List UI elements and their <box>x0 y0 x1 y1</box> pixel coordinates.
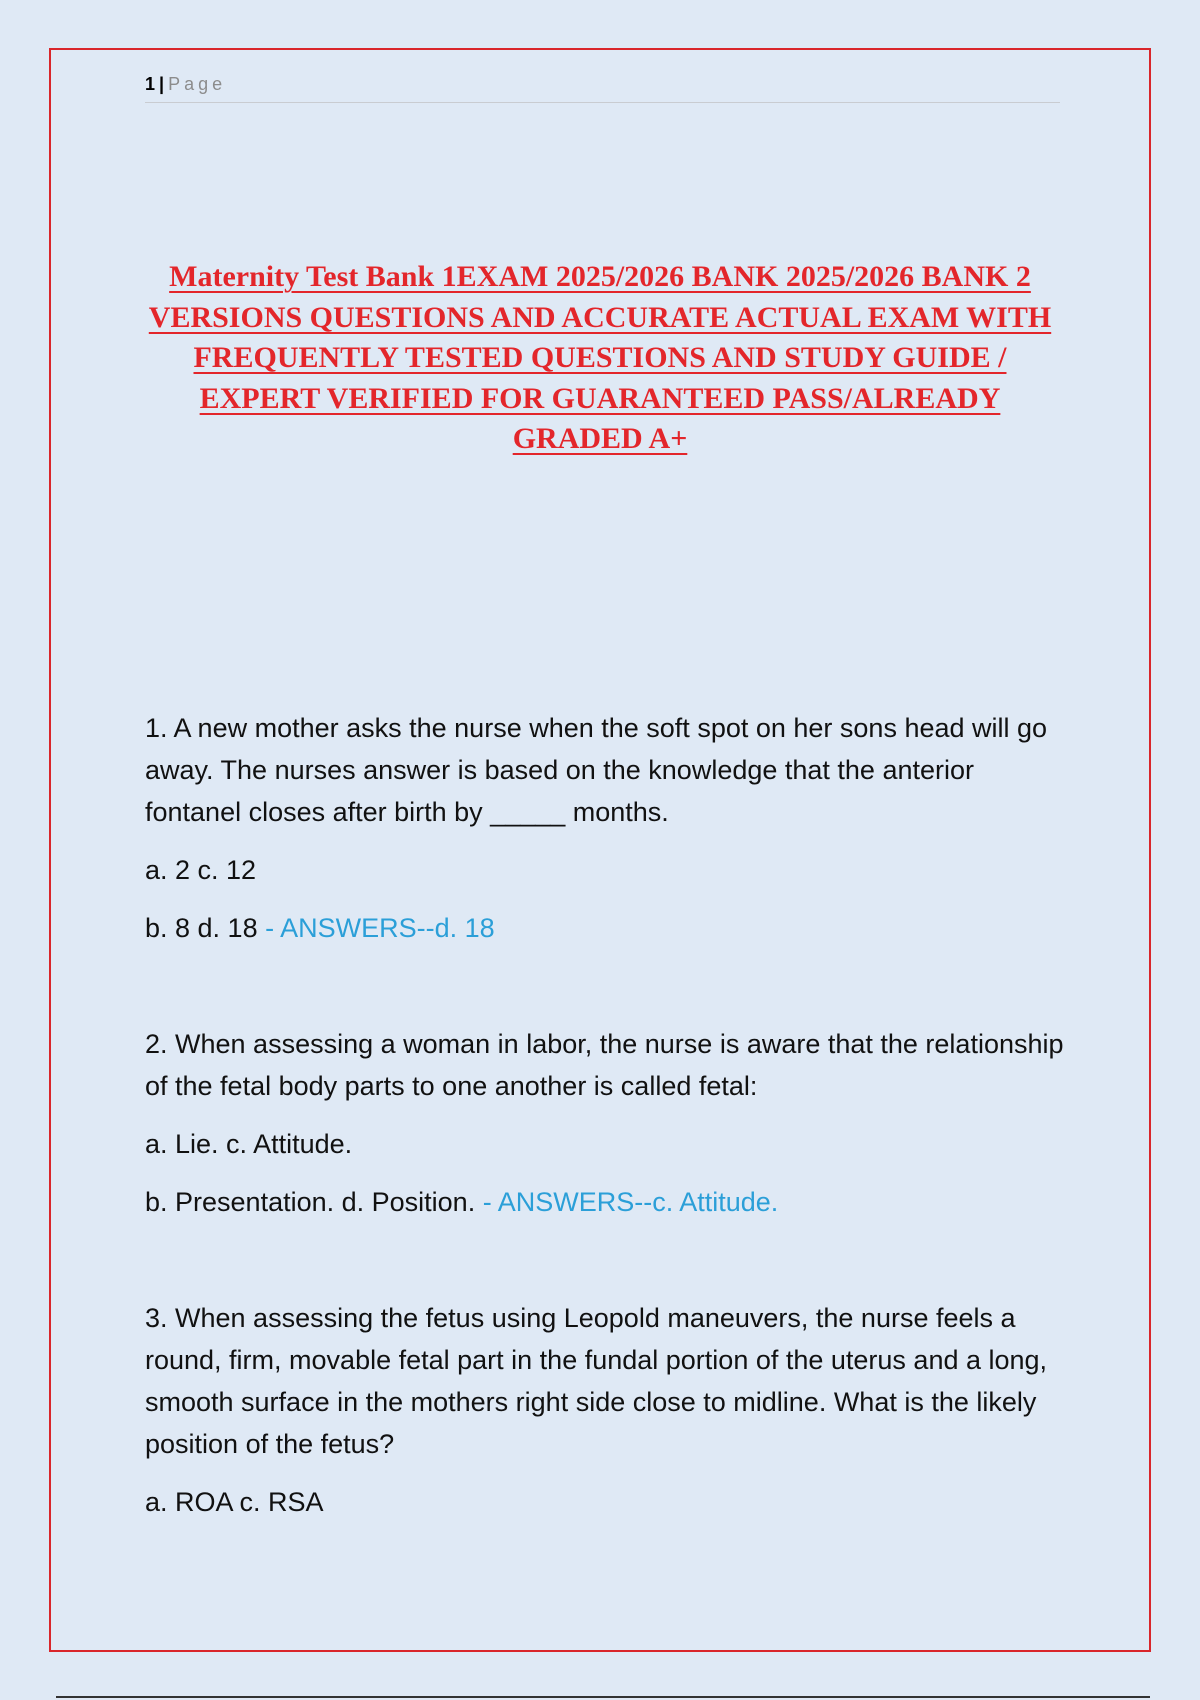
option-line-with-answer <box>145 907 1075 949</box>
page-header <box>145 72 1060 103</box>
question-3 <box>145 1297 1075 1523</box>
option-line-with-answer <box>145 1181 1075 1223</box>
answer-text: - ANSWERS--c. Attitude. <box>475 1187 779 1217</box>
question-text: 1. A new mother asks the nurse when the soft spot on her sons head will go away. The nurses answer is based on the knowledge that the anterior fontanel closes after birth by _____ months. <box>145 713 1048 827</box>
answer-text: - ANSWERS--d. 18 <box>257 913 495 943</box>
option-line: a. 2 c. 12 <box>145 855 257 885</box>
page-number: 1 <box>145 74 156 94</box>
option-line: a. ROA c. RSA <box>145 1487 324 1517</box>
questions-list <box>145 707 1075 1523</box>
bottom-divider <box>56 1696 1150 1698</box>
page-word: Page <box>168 74 227 94</box>
question-2 <box>145 1023 1075 1223</box>
document-title: Maternity Test Bank 1EXAM 2025/2026 BANK 2025/2026 BANK 2 VERSIONS QUESTIONS AND ACCURATE ACTUAL EXAM WITH FREQUENTLY TESTED QUESTIONS AND STUDY GUIDE / EXPERT VERIFIED FOR GUARANTEED PASS/ALREADY GRADED A+ <box>148 260 1052 455</box>
option-line: b. 8 d. 18 <box>145 913 258 943</box>
question-text: 3. When assessing the fetus using Leopold maneuvers, the nurse feels a round, firm, movable fetal part in the fundal portion of the uterus and a long, smooth surface in the mothers right side close to midline. What is the likely position of the fetus? <box>145 1303 1048 1459</box>
option-line: b. Presentation. d. Position. <box>145 1187 476 1217</box>
question-text: 2. When assessing a woman in labor, the nurse is aware that the relationship of the fetal body parts to one another is called fetal: <box>145 1029 1064 1101</box>
option-line: a. Lie. c. Attitude. <box>145 1129 353 1159</box>
page-separator: | <box>159 74 165 94</box>
question-1 <box>145 707 1075 949</box>
